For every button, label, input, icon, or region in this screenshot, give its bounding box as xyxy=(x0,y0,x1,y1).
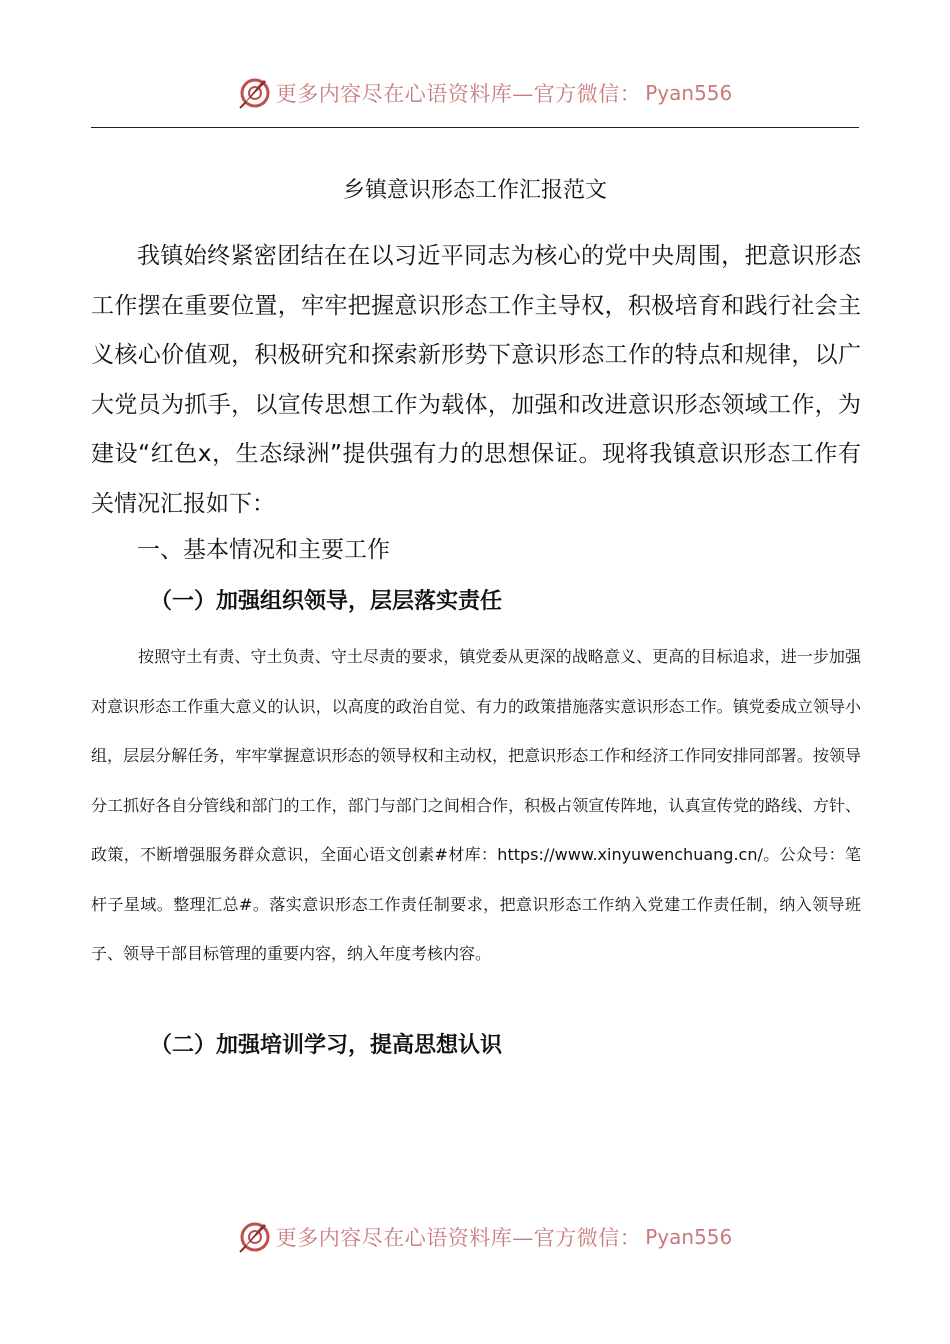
sub-section-1-body: 按照守土有责、守土负责、守土尽责的要求，镇党委从更深的战略意义、更高的目标追求，进一步加强对意识形态工作重大意义的认识，以高度的政治自觉、有力的政策措施落实意识形态工作。镇党委成立领导小组，层层分解任务，牢牢掌握意识形态的领导权和主动权，把意识形态工作和经济工作同安排同部署。按领导分工抓好各自分管线和部门的工作，部门与部门之间相合作，积极占领宣传阵地，认真宣传党的路线、方针、政策，不断增强服务群众意识，全面心语文创素#材库：https://www.xinyuwenchuang.cn/。公众号：笔杆子星域。整理汇总#。落实意识形态工作责任制要求，把意识形态工作纳入党建工作责任制，纳入领导班子、领导干部目标管理的重要内容，纳入年度考核内容。 xyxy=(91,647,861,963)
intro-paragraph: 我镇始终紧密团结在在以习近平同志为核心的党中央周围，把意识形态工作摆在重要位置，牢牢把握意识形态工作主导权，积极培育和践行社会主义核心价值观，积极研究和探索新形势下意识形态工作的特点和规律，以广大党员为抓手，以宣传思想工作为载体，加强和改进意识形态领域工作，为建设“红色x，生态绿洲”提供强有力的思想保证。现将我镇意识形态工作有关情况汇报如下： xyxy=(91,243,861,517)
header-banner xyxy=(0,70,950,116)
header-banner-text: 更多内容尽在心语资料库—官方微信： xyxy=(275,82,642,106)
footer-banner-inner xyxy=(238,1220,733,1254)
sub-heading-1: （一）加强组织领导，层层落实责任 xyxy=(150,589,503,614)
header-banner-inner xyxy=(238,76,733,110)
header-wechat-id: Pyan556 xyxy=(645,81,733,105)
footer-wechat-id: Pyan556 xyxy=(645,1225,733,1249)
pen-logo-icon xyxy=(238,1220,272,1254)
pen-logo-icon xyxy=(238,76,272,110)
section-heading-1: 一、基本情况和主要工作 xyxy=(137,537,390,563)
sub-heading-2: （二）加强培训学习，提高思想认识 xyxy=(150,1033,503,1058)
document-title: 乡镇意识形态工作汇报范文 xyxy=(342,178,607,203)
footer-banner xyxy=(0,1214,950,1260)
footer-banner-text: 更多内容尽在心语资料库—官方微信： xyxy=(275,1226,642,1250)
header-divider xyxy=(91,127,859,128)
